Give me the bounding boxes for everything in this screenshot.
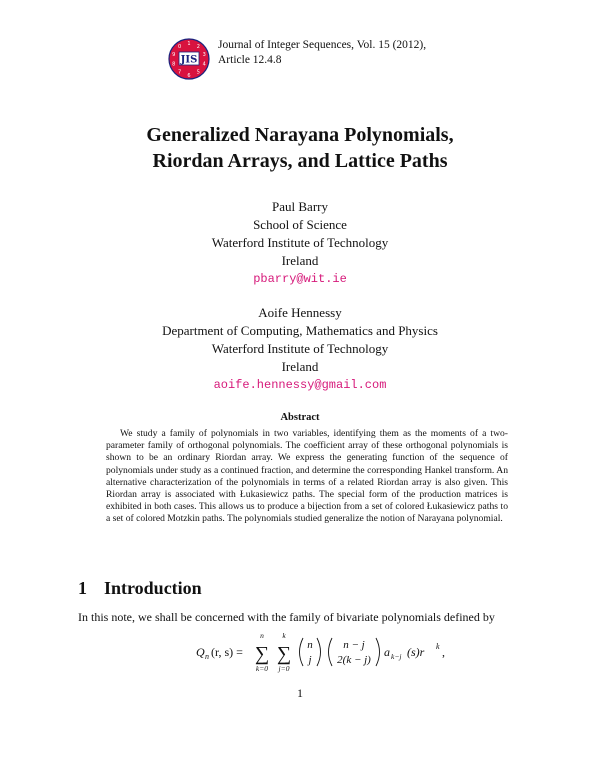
sum2-bottom: j=0 [278,664,290,673]
formula-coef: a [384,645,390,659]
author-email-link[interactable]: pbarry@wit.ie [253,272,347,286]
formula-lhs-sub: n [205,652,209,661]
article-line: Article 12.4.8 [218,54,282,66]
page-number: 1 [297,686,303,700]
binom2-bottom: 2(k − j) [337,654,371,666]
author-block-2 [0,304,600,394]
abstract-heading: Abstract [280,412,320,423]
logo-digit: 8 [172,61,176,68]
section-number: 1 [78,578,87,598]
author-affiliation: Department of Computing, Mathematics and Physics [162,323,438,338]
formula-tail: , [442,645,445,659]
formula-coef-args: (s)r [407,645,425,659]
formula-coef-sub: k−j [391,652,402,661]
journal-line: Journal of Integer Sequences, Vol. 15 (2012), [218,39,427,51]
abstract-text: We study a family of polynomials in two variables, identifying them as the moments of a two-parameter family of orthogonal polynomials. The coefficient array of these orthogonal polynomials is shown to be an ordinary Riordan array. We express the generating function of the sequence of polynomials under study as a continued fraction, and determine the corresponding Hankel transform. An alternative characterization of the polynomials in terms of a related Riordan array is also given. This Riordan array is associated with Łukasiewicz paths. The special form of the production matrices is exhibited in both cases. This allows us to produce a bijection from a set of colored Łukasiewicz paths to a set of colored Motzkin paths. The polynomials studied generalize the notion of Narayana polynomial. [106,428,508,525]
logo-digit: 2 [196,43,200,50]
logo-text: JIS [180,54,198,66]
sum1-sigma-icon: ∑ [254,643,270,665]
intro-paragraph: In this note, we shall be concerned with the family of bivariate polynomials defined by [78,610,495,624]
binom2-left-paren-icon [329,638,333,666]
title-line-2: Riordan Arrays, and Lattice Paths [152,150,448,172]
logo-digit: 6 [187,72,191,79]
logo-digit: 1 [187,40,191,47]
author-name: Aoife Hennessy [258,305,342,320]
formula-lhs-args: (r, s) = [211,645,243,659]
paper-title [0,122,600,174]
logo-digit: 4 [202,61,206,68]
binom2-top: n − j [343,639,365,651]
sum2-top: k [282,631,286,640]
sum1-bottom: k=0 [255,664,269,673]
title-line-1: Generalized Narayana Polynomials, [146,124,454,146]
author-institution: Waterford Institute of Technology [211,235,389,250]
binom1-bottom: j [308,654,312,666]
formula-q-n [196,630,516,676]
logo-digit: 3 [202,51,206,58]
section-title: Introduction [104,578,202,598]
binom1-right-paren-icon [317,638,321,666]
sum2-sigma-icon: ∑ [276,643,292,665]
binom2-right-paren-icon [376,638,380,666]
author-email-link[interactable]: aoife.hennessy@gmail.com [213,378,387,392]
binom1-left-paren-icon [300,638,304,666]
author-country: Ireland [281,253,319,268]
logo-digit: 7 [178,69,182,76]
logo-digit: 0 [178,43,182,50]
author-affiliation: School of Science [253,217,347,232]
author-institution: Waterford Institute of Technology [211,341,389,356]
formula-lhs: Q [196,645,205,659]
binom1-top: n [307,639,313,651]
author-country: Ireland [281,359,319,374]
author-block-1 [0,198,600,288]
journal-logo-icon [168,38,210,80]
author-name: Paul Barry [272,199,328,214]
logo-digit: 9 [172,51,176,58]
section-heading [78,578,202,599]
formula-power: k [436,642,440,651]
sum1-top: n [260,631,264,640]
logo-digit: 5 [196,69,200,76]
